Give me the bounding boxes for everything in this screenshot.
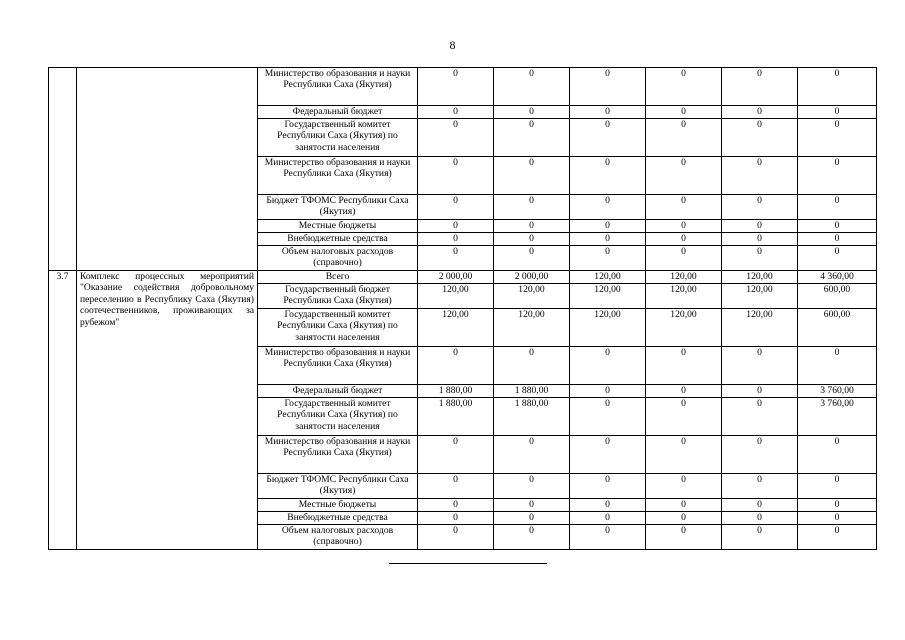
value-cell: 0 [418, 68, 494, 106]
funding-source-cell: Министерство образования и науки Республики Саха (Якутия) [258, 436, 418, 474]
value-cell: 2 000,00 [494, 271, 570, 284]
funding-source-cell: Бюджет ТФОМС Республики Саха (Якутия) [258, 474, 418, 499]
value-cell: 600,00 [798, 284, 877, 309]
value-cell: 0 [798, 119, 877, 157]
value-cell: 0 [570, 436, 646, 474]
value-cell: 1 880,00 [494, 385, 570, 398]
value-cell: 0 [570, 119, 646, 157]
value-cell: 0 [418, 525, 494, 550]
value-cell: 0 [494, 246, 570, 271]
funding-source-cell: Внебюджетные средства [258, 233, 418, 246]
value-cell: 0 [418, 157, 494, 195]
value-cell: 0 [798, 474, 877, 499]
value-cell: 0 [722, 157, 798, 195]
value-cell: 3 760,00 [798, 398, 877, 436]
value-cell: 120,00 [646, 309, 722, 347]
value-cell: 0 [798, 525, 877, 550]
value-cell: 0 [494, 512, 570, 525]
value-cell: 0 [570, 220, 646, 233]
value-cell: 0 [798, 499, 877, 512]
funding-source-cell: Местные бюджеты [258, 499, 418, 512]
funding-source-cell: Федеральный бюджет [258, 385, 418, 398]
value-cell: 0 [570, 246, 646, 271]
value-cell: 120,00 [570, 271, 646, 284]
budget-table-body [49, 68, 877, 550]
value-cell: 0 [570, 233, 646, 246]
value-cell: 0 [722, 220, 798, 233]
value-cell: 0 [570, 385, 646, 398]
value-cell: 120,00 [570, 309, 646, 347]
value-cell: 120,00 [722, 309, 798, 347]
value-cell: 1 880,00 [418, 398, 494, 436]
value-cell: 0 [798, 347, 877, 385]
value-cell: 0 [418, 220, 494, 233]
value-cell: 0 [494, 195, 570, 220]
funding-source-cell: Внебюджетные средства [258, 512, 418, 525]
value-cell: 120,00 [722, 271, 798, 284]
value-cell: 0 [570, 347, 646, 385]
number-cell-continued [49, 68, 77, 271]
value-cell: 0 [722, 474, 798, 499]
funding-source-cell: Государственный комитет Республики Саха (Якутия) по занятости населения [258, 398, 418, 436]
funding-source-cell: Бюджет ТФОМС Республики Саха (Якутия) [258, 195, 418, 220]
value-cell: 0 [418, 436, 494, 474]
value-cell: 0 [722, 233, 798, 246]
value-cell: 120,00 [494, 284, 570, 309]
value-cell: 0 [646, 499, 722, 512]
value-cell: 4 360,00 [798, 271, 877, 284]
footnote-separator-line [389, 563, 547, 564]
value-cell: 120,00 [570, 284, 646, 309]
value-cell: 0 [494, 220, 570, 233]
value-cell: 0 [646, 512, 722, 525]
value-cell: 1 880,00 [418, 385, 494, 398]
value-cell: 0 [798, 220, 877, 233]
value-cell: 0 [722, 525, 798, 550]
value-cell: 0 [798, 512, 877, 525]
value-cell: 1 880,00 [494, 398, 570, 436]
budget-table [48, 67, 877, 550]
value-cell: 0 [570, 499, 646, 512]
value-cell: 0 [646, 220, 722, 233]
value-cell: 0 [646, 436, 722, 474]
value-cell: 120,00 [722, 284, 798, 309]
measure-name-cell-continued [77, 68, 258, 271]
value-cell: 0 [722, 499, 798, 512]
measure-name: Комплекс процессных мероприятий "Оказание содействия добровольному переселению в Республику Саха (Якутия) соотечественников, проживающих за рубежом" [77, 271, 258, 550]
value-cell: 0 [570, 106, 646, 119]
value-cell: 0 [418, 106, 494, 119]
value-cell: 0 [646, 195, 722, 220]
value-cell: 0 [798, 436, 877, 474]
funding-source-cell: Федеральный бюджет [258, 106, 418, 119]
value-cell: 120,00 [418, 309, 494, 347]
value-cell: 0 [494, 68, 570, 106]
table-row [49, 68, 877, 106]
value-cell: 0 [570, 398, 646, 436]
funding-source-cell: Объем налоговых расходов (справочно) [258, 525, 418, 550]
funding-source-cell: Министерство образования и науки Республики Саха (Якутия) [258, 157, 418, 195]
value-cell: 0 [646, 233, 722, 246]
funding-source-cell: Государственный комитет Республики Саха (Якутия) по занятости населения [258, 309, 418, 347]
value-cell: 0 [570, 195, 646, 220]
value-cell: 0 [418, 246, 494, 271]
value-cell: 120,00 [646, 271, 722, 284]
value-cell: 0 [418, 347, 494, 385]
value-cell: 0 [722, 68, 798, 106]
value-cell: 0 [646, 474, 722, 499]
value-cell: 0 [722, 512, 798, 525]
value-cell: 0 [494, 106, 570, 119]
value-cell: 0 [722, 347, 798, 385]
funding-source-cell: Всего [258, 271, 418, 284]
value-cell: 0 [646, 119, 722, 157]
value-cell: 0 [494, 525, 570, 550]
value-cell: 0 [570, 512, 646, 525]
value-cell: 0 [494, 436, 570, 474]
value-cell: 0 [646, 385, 722, 398]
table-row [49, 271, 877, 284]
value-cell: 0 [418, 512, 494, 525]
value-cell: 0 [646, 157, 722, 195]
value-cell: 0 [722, 119, 798, 157]
page-number: 8 [449, 38, 456, 52]
value-cell: 0 [570, 68, 646, 106]
value-cell: 0 [646, 106, 722, 119]
value-cell: 0 [418, 119, 494, 157]
value-cell: 0 [418, 233, 494, 246]
value-cell: 0 [798, 106, 877, 119]
value-cell: 0 [646, 525, 722, 550]
value-cell: 0 [494, 119, 570, 157]
measure-number: 3.7 [49, 271, 77, 550]
value-cell: 0 [722, 246, 798, 271]
value-cell: 0 [722, 106, 798, 119]
funding-source-cell: Министерство образования и науки Республики Саха (Якутия) [258, 347, 418, 385]
value-cell: 0 [646, 347, 722, 385]
value-cell: 0 [722, 436, 798, 474]
value-cell: 0 [570, 525, 646, 550]
value-cell: 0 [798, 157, 877, 195]
value-cell: 0 [494, 499, 570, 512]
funding-source-cell: Местные бюджеты [258, 220, 418, 233]
value-cell: 0 [570, 474, 646, 499]
value-cell: 0 [494, 157, 570, 195]
value-cell: 0 [722, 195, 798, 220]
funding-source-cell: Государственный комитет Республики Саха (Якутия) по занятости населения [258, 119, 418, 157]
value-cell: 0 [798, 195, 877, 220]
value-cell: 0 [798, 233, 877, 246]
value-cell: 2 000,00 [418, 271, 494, 284]
value-cell: 3 760,00 [798, 385, 877, 398]
value-cell: 0 [418, 499, 494, 512]
value-cell: 0 [798, 68, 877, 106]
value-cell: 120,00 [494, 309, 570, 347]
value-cell: 0 [570, 157, 646, 195]
value-cell: 120,00 [646, 284, 722, 309]
funding-source-cell: Государственный бюджет Республики Саха (Якутия) [258, 284, 418, 309]
value-cell: 0 [418, 195, 494, 220]
value-cell: 0 [722, 398, 798, 436]
value-cell: 0 [798, 246, 877, 271]
value-cell: 0 [646, 398, 722, 436]
value-cell: 0 [418, 474, 494, 499]
funding-source-cell: Министерство образования и науки Республики Саха (Якутия) [258, 68, 418, 106]
value-cell: 0 [494, 474, 570, 499]
value-cell: 0 [646, 68, 722, 106]
value-cell: 0 [722, 385, 798, 398]
value-cell: 0 [494, 347, 570, 385]
funding-source-cell: Объем налоговых расходов (справочно) [258, 246, 418, 271]
value-cell: 0 [646, 246, 722, 271]
value-cell: 600,00 [798, 309, 877, 347]
value-cell: 0 [494, 233, 570, 246]
value-cell: 120,00 [418, 284, 494, 309]
